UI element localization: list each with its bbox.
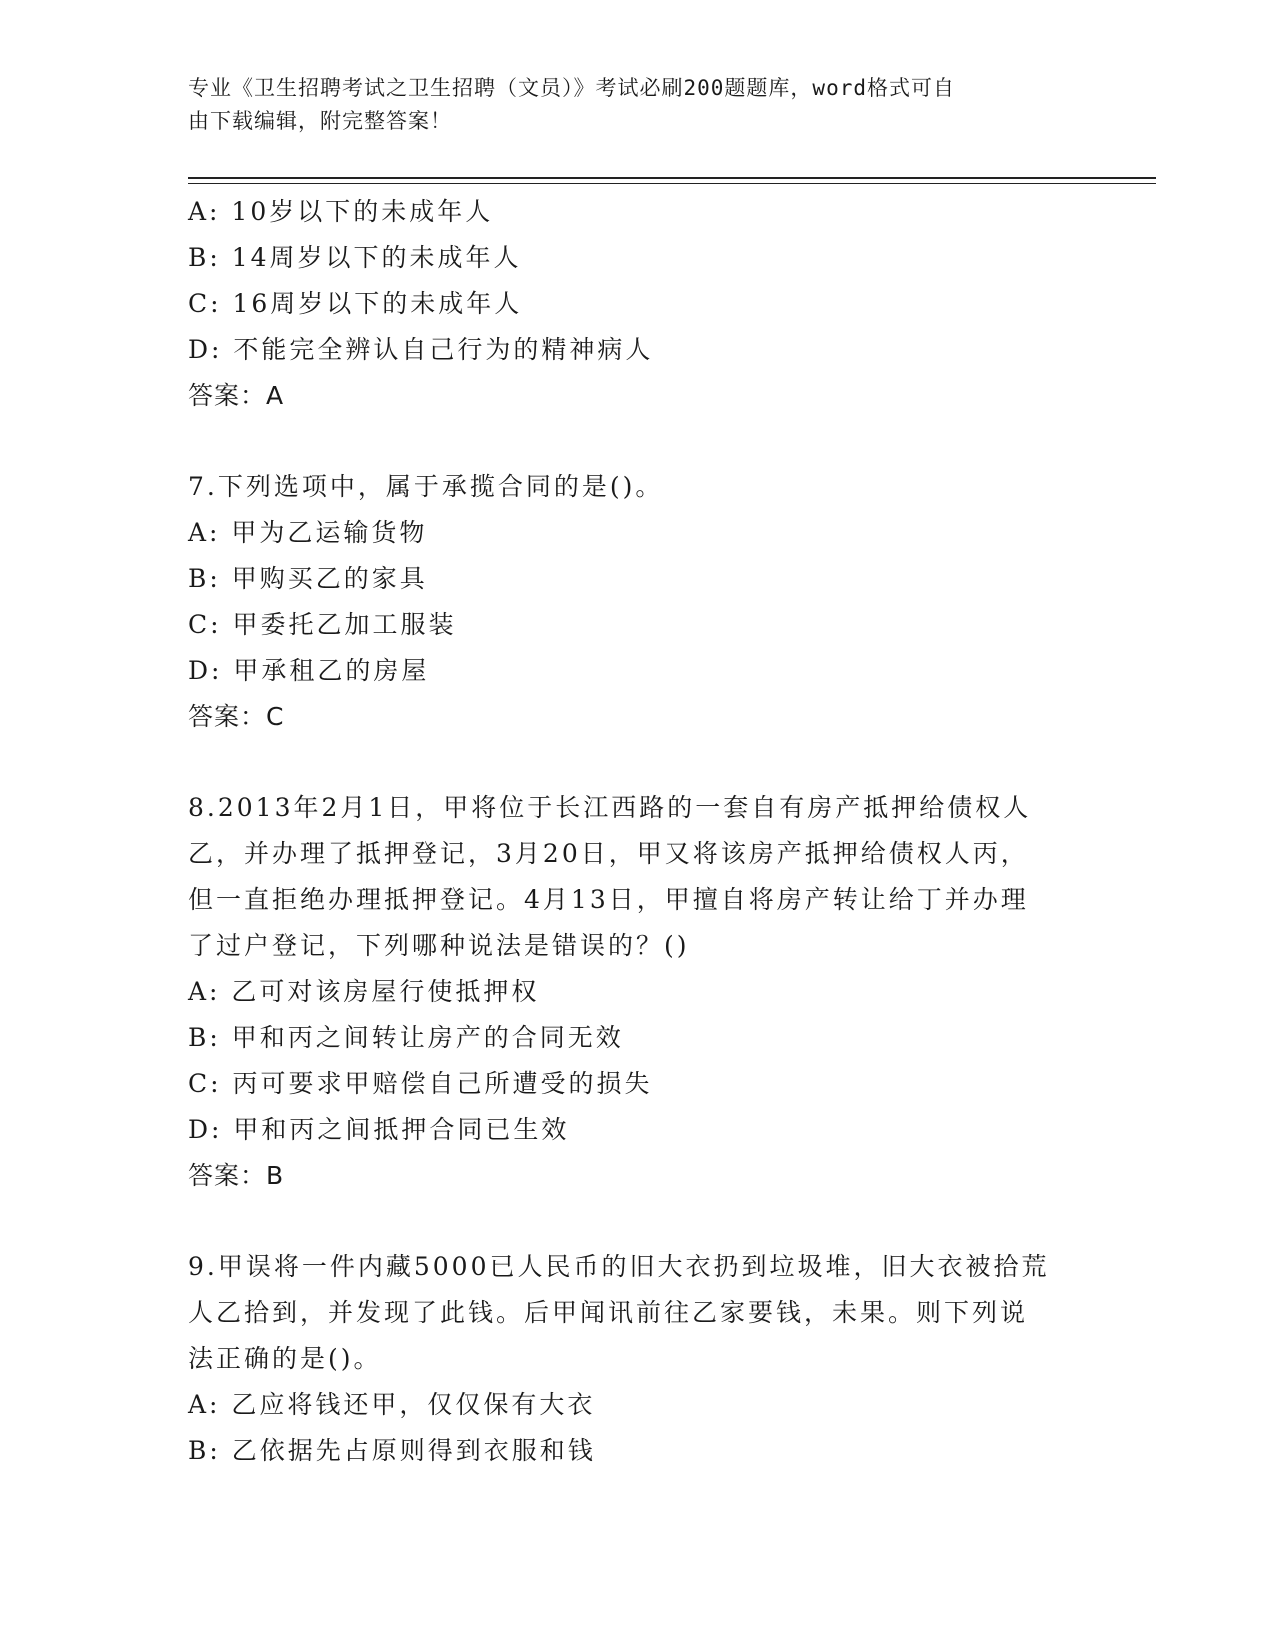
question-stem: 8.2013年2月1日，甲将位于长江西路的一套自有房产抵押给债权人: [188, 793, 1032, 822]
document-header: [188, 72, 1068, 138]
option-b: B: 甲和丙之间转让房产的合同无效: [188, 1023, 624, 1052]
answer: 答案：C: [188, 702, 285, 731]
option-a: A: 乙可对该房屋行使抵押权: [188, 977, 540, 1006]
question-stem: 7.下列选项中，属于承揽合同的是()。: [188, 472, 664, 501]
option-c: C: 16周岁以下的未成年人: [188, 289, 523, 318]
option-d: D: 不能完全辨认自己行为的精神病人: [188, 335, 654, 364]
question-stem: 法正确的是()。: [188, 1344, 382, 1373]
question-9: [188, 1244, 1068, 1474]
header-line: 专业《卫生招聘考试之卫生招聘（文员）》考试必刷200题题库，word格式可自: [188, 76, 955, 100]
option-c: C: 丙可要求甲赔偿自己所遭受的损失: [188, 1069, 653, 1098]
header-rule: [188, 183, 1156, 184]
question-stem: 但一直拒绝办理抵押登记。4月13日，甲擅自将房产转让给丁并办理: [188, 885, 1029, 914]
answer: 答案：A: [188, 381, 285, 410]
option-b: B: 14周岁以下的未成年人: [188, 243, 522, 272]
question-6: [188, 189, 1068, 419]
question-7: [188, 464, 1068, 740]
header-line: 由下载编辑，附完整答案！: [188, 109, 452, 133]
question-stem: 了过户登记，下列哪种说法是错误的？(): [188, 931, 690, 960]
spacer: [188, 1199, 1068, 1244]
option-b: B: 乙依据先占原则得到衣服和钱: [188, 1436, 596, 1465]
question-stem: 乙，并办理了抵押登记，3月20日，甲又将该房产抵押给债权人丙，: [188, 839, 1029, 868]
option-a: A: 10岁以下的未成年人: [188, 197, 494, 226]
question-stem: 9.甲误将一件内藏5000已人民币的旧大衣扔到垃圾堆，旧大衣被拾荒: [188, 1252, 1050, 1281]
option-a: A: 乙应将钱还甲，仅仅保有大衣: [188, 1390, 596, 1419]
spacer: [188, 419, 1068, 464]
option-c: C: 甲委托乙加工服装: [188, 610, 457, 639]
header-rule: [188, 177, 1156, 179]
option-b: B: 甲购买乙的家具: [188, 564, 428, 593]
option-a: A: 甲为乙运输货物: [188, 518, 428, 547]
question-8: [188, 785, 1068, 1199]
answer: 答案：B: [188, 1161, 285, 1190]
question-stem: 人乙拾到，并发现了此钱。后甲闻讯前往乙家要钱，未果。则下列说: [188, 1298, 1029, 1327]
question-list: [188, 189, 1068, 1474]
spacer: [188, 740, 1068, 785]
option-d: D: 甲和丙之间抵押合同已生效: [188, 1115, 570, 1144]
option-d: D: 甲承租乙的房屋: [188, 656, 430, 685]
